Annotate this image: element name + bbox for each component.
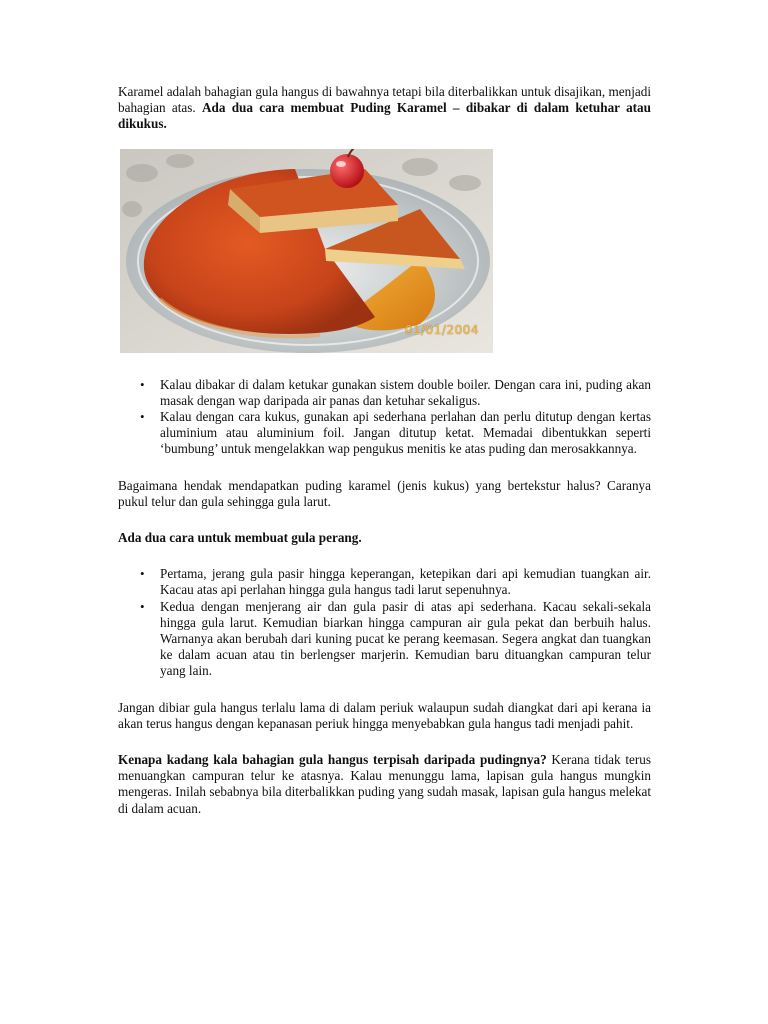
bullet-icon: • <box>140 566 145 582</box>
list-item-text: Pertama, jerang gula pasir hingga keperangan, ketepikan dari api kemudian tuangkan air. Kacau atas api perlahan hingga gula hangus tadi larut sepenuhnya. <box>160 566 651 598</box>
texture-question-paragraph: Bagaimana hendak mendapatkan puding karamel (jenis kukus) yang bertekstur halus? Caranya pukul telur dan gula sehingga gula larut. <box>118 477 651 509</box>
intro-paragraph <box>118 84 651 133</box>
list-item <box>118 409 651 458</box>
list-item-text: Kedua dengan menjerang air dan gula pasir di atas api sederhana. Kacau sekali-sekala hingga gula larut. Kemudian biarkan hingga campuran air gula pekat dan berbuih halus. Warnanya akan berubah dari kuning pucat ke perang keemasan. Segera angkat dan tuangkan ke dalam acuan atau tin berlengser marjerin. Kemudian baru dituangkan campuran telur yang lain. <box>160 598 651 679</box>
cooking-method-list <box>118 377 651 458</box>
photo-date-stamp: 01/01/2004 <box>404 323 479 338</box>
intro-text: Karamel adalah bahagian gula hangus di bawahnya tetapi bila diterbalikkan untuk disajikan, menjadi bahagian atas. <box>118 84 651 116</box>
intro-bold-text: Ada dua cara membuat Puding Karamel – dibakar di dalam ketuhar atau dikukus. <box>118 100 651 132</box>
final-paragraph <box>118 752 651 817</box>
final-question-text: Kenapa kadang kala bahagian gula hangus terpisah daripada pudingnya? <box>118 752 547 768</box>
list-item <box>118 599 651 680</box>
gula-method-list <box>118 566 651 679</box>
bullet-icon: • <box>140 409 145 425</box>
gula-perang-heading <box>118 530 651 546</box>
gula-perang-heading-text: Ada dua cara untuk membuat gula perang. <box>118 530 362 546</box>
document-body <box>118 84 651 817</box>
list-item <box>118 377 651 409</box>
list-item-text: Kalau dibakar di dalam ketukar gunakan sistem double boiler. Dengan cara ini, puding akan masak dengan wap daripada air panas dan ketuhar sekaligus. <box>160 376 651 408</box>
bullet-icon: • <box>140 598 145 614</box>
caramel-pudding-photo <box>120 149 493 353</box>
warning-paragraph: Jangan dibiar gula hangus terlalu lama di dalam periuk walaupun sudah diangkat dari api kerana ia akan terus hangus dengan kepanasan periuk hingga menyebabkan gula hangus tadi menjadi pahit. <box>118 699 651 731</box>
list-item <box>118 566 651 598</box>
bullet-icon: • <box>140 376 145 392</box>
list-item-text: Kalau dengan cara kukus, gunakan api sederhana perlahan dan perlu ditutup dengan kertas aluminium atau aluminium foil. Jangan ditutup ketat. Memadai dibentukkan seperti ‘bumbung’ untuk mengelakkan wap pengukus menitis ke atas puding dan merosakkannya. <box>160 409 651 457</box>
final-answer-text: Kerana tidak terus menuangkan campuran telur ke atasnya. Kalau menunggu lama, lapisan gula hangus mungkin mengeras. Inilah sebabnya bila diterbalikkan puding yang sudah masak, lapisan gula hangus melekat di dalam acuan. <box>118 752 651 816</box>
